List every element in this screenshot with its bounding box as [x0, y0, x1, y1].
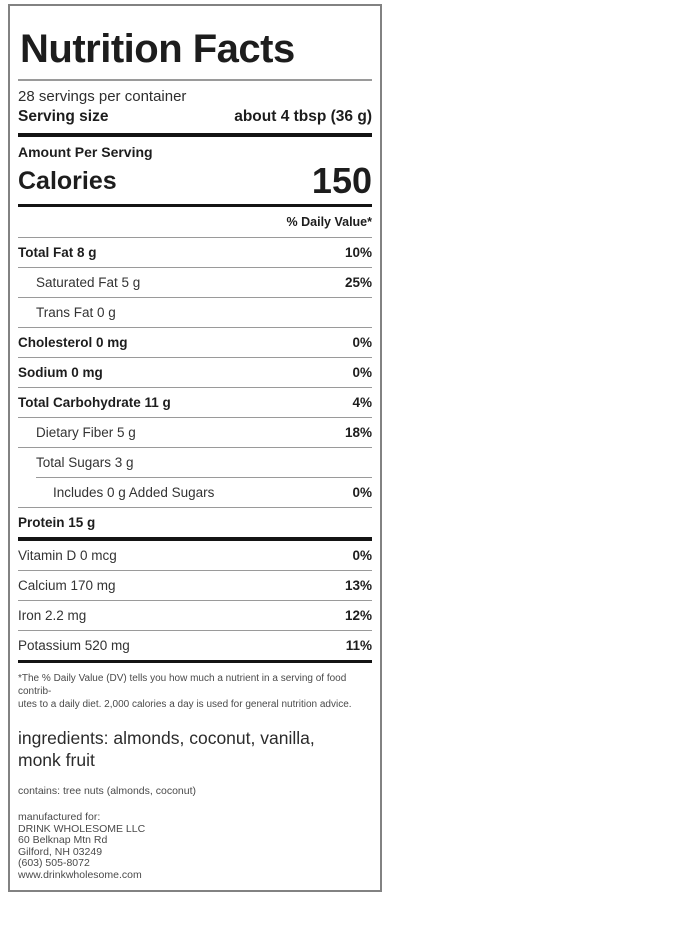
- nutrient-name: Cholesterol 0 mg: [18, 335, 128, 350]
- daily-value-header: % Daily Value*: [18, 207, 372, 238]
- nutrient-daily-value: 13%: [344, 578, 372, 593]
- nutrient-row: [18, 631, 372, 660]
- nutrient-name: Includes 0 g Added Sugars: [53, 485, 215, 500]
- servings-per-container: 28 servings per container: [18, 88, 187, 105]
- nutrient-name: Saturated Fat 5 g: [36, 275, 141, 290]
- nutrient-row: [18, 541, 372, 570]
- manufacturer-block: [18, 812, 372, 881]
- nutrient-row: [18, 448, 372, 477]
- nutrient-daily-value: 4%: [352, 395, 372, 410]
- footnote: [18, 672, 372, 711]
- nutrient-name: Total Carbohydrate 11 g: [18, 395, 171, 410]
- nutrient-daily-value: 12%: [344, 608, 372, 623]
- manufacturer-line: manufactured for:: [18, 811, 101, 823]
- calories-label: Calories: [18, 167, 117, 195]
- ingredients-line-1: ingredients: almonds, coconut, vanilla,: [18, 728, 315, 748]
- footnote-line-2: utes to a daily diet. 2,000 calories a day is used for general nutrition advice.: [18, 699, 352, 710]
- manufacturer-line: (603) 505-8072: [18, 857, 90, 869]
- nutrition-facts-label: [8, 4, 382, 892]
- nutrient-row: [18, 298, 372, 327]
- serving-size-value: about 4 tbsp (36 g): [234, 108, 372, 125]
- ingredients-line-2: monk fruit: [18, 750, 95, 770]
- manufacturer-line: www.drinkwholesome.com: [18, 868, 142, 881]
- serving-size-label: Serving size: [18, 108, 109, 125]
- serving-size-row: [18, 108, 372, 126]
- manufacturer-line: 60 Belknap Mtn Rd: [18, 834, 108, 846]
- nutrient-name: Total Fat 8 g: [18, 245, 97, 260]
- nutrient-row: [18, 601, 372, 630]
- nutrient-daily-value: 11%: [345, 638, 372, 653]
- nutrient-row: [18, 508, 372, 537]
- nutrient-daily-value: 18%: [344, 425, 372, 440]
- nutrient-daily-value: 0%: [352, 485, 372, 500]
- nutrient-daily-value: 25%: [344, 275, 372, 290]
- contains-text: contains: tree nuts (almonds, coconut): [18, 785, 197, 797]
- nutrient-name: Calcium 170 mg: [18, 578, 116, 593]
- nutrient-daily-value: 10%: [344, 245, 372, 260]
- manufacturer-line: DRINK WHOLESOME LLC: [18, 822, 146, 835]
- manufacturer-line: Gilford, NH 03249: [18, 845, 103, 858]
- nutrient-row: [18, 571, 372, 600]
- amount-per-serving-label: Amount Per Serving: [18, 144, 153, 160]
- nutrient-row: [18, 238, 372, 267]
- nutrient-daily-value: 0%: [352, 365, 372, 380]
- footnote-line-1: *The % Daily Value (DV) tells you how much a nutrient in a serving of food contrib-: [18, 673, 347, 697]
- calories-row: [18, 160, 372, 202]
- nutrient-daily-value: 0%: [352, 335, 372, 350]
- nutrient-name: Total Sugars 3 g: [36, 455, 134, 470]
- nutrient-name: Vitamin D 0 mcg: [18, 548, 117, 563]
- nutrient-row: [18, 418, 372, 447]
- nutrient-rows: [18, 238, 372, 663]
- nutrient-row: [18, 328, 372, 357]
- nutrient-name: Dietary Fiber 5 g: [36, 425, 136, 440]
- nutrient-row: [18, 268, 372, 297]
- nutrient-row: [18, 358, 372, 387]
- nutrient-name: Protein 15 g: [18, 515, 96, 530]
- nutrient-name: Iron 2.2 mg: [18, 608, 87, 623]
- nutrient-name: Potassium 520 mg: [18, 638, 130, 653]
- nutrient-daily-value: 0%: [352, 548, 372, 563]
- title-divider: [18, 79, 372, 81]
- nutrient-name: Trans Fat 0 g: [36, 305, 116, 320]
- label-title: Nutrition Facts: [20, 27, 295, 71]
- row-divider: [18, 660, 372, 663]
- nutrient-name: Sodium 0 mg: [18, 365, 103, 380]
- calories-value: 150: [311, 160, 372, 201]
- serving-size-thick-divider: [18, 133, 372, 137]
- nutrient-row: [18, 388, 372, 417]
- nutrient-row: [18, 478, 372, 507]
- ingredients-text: [18, 727, 372, 771]
